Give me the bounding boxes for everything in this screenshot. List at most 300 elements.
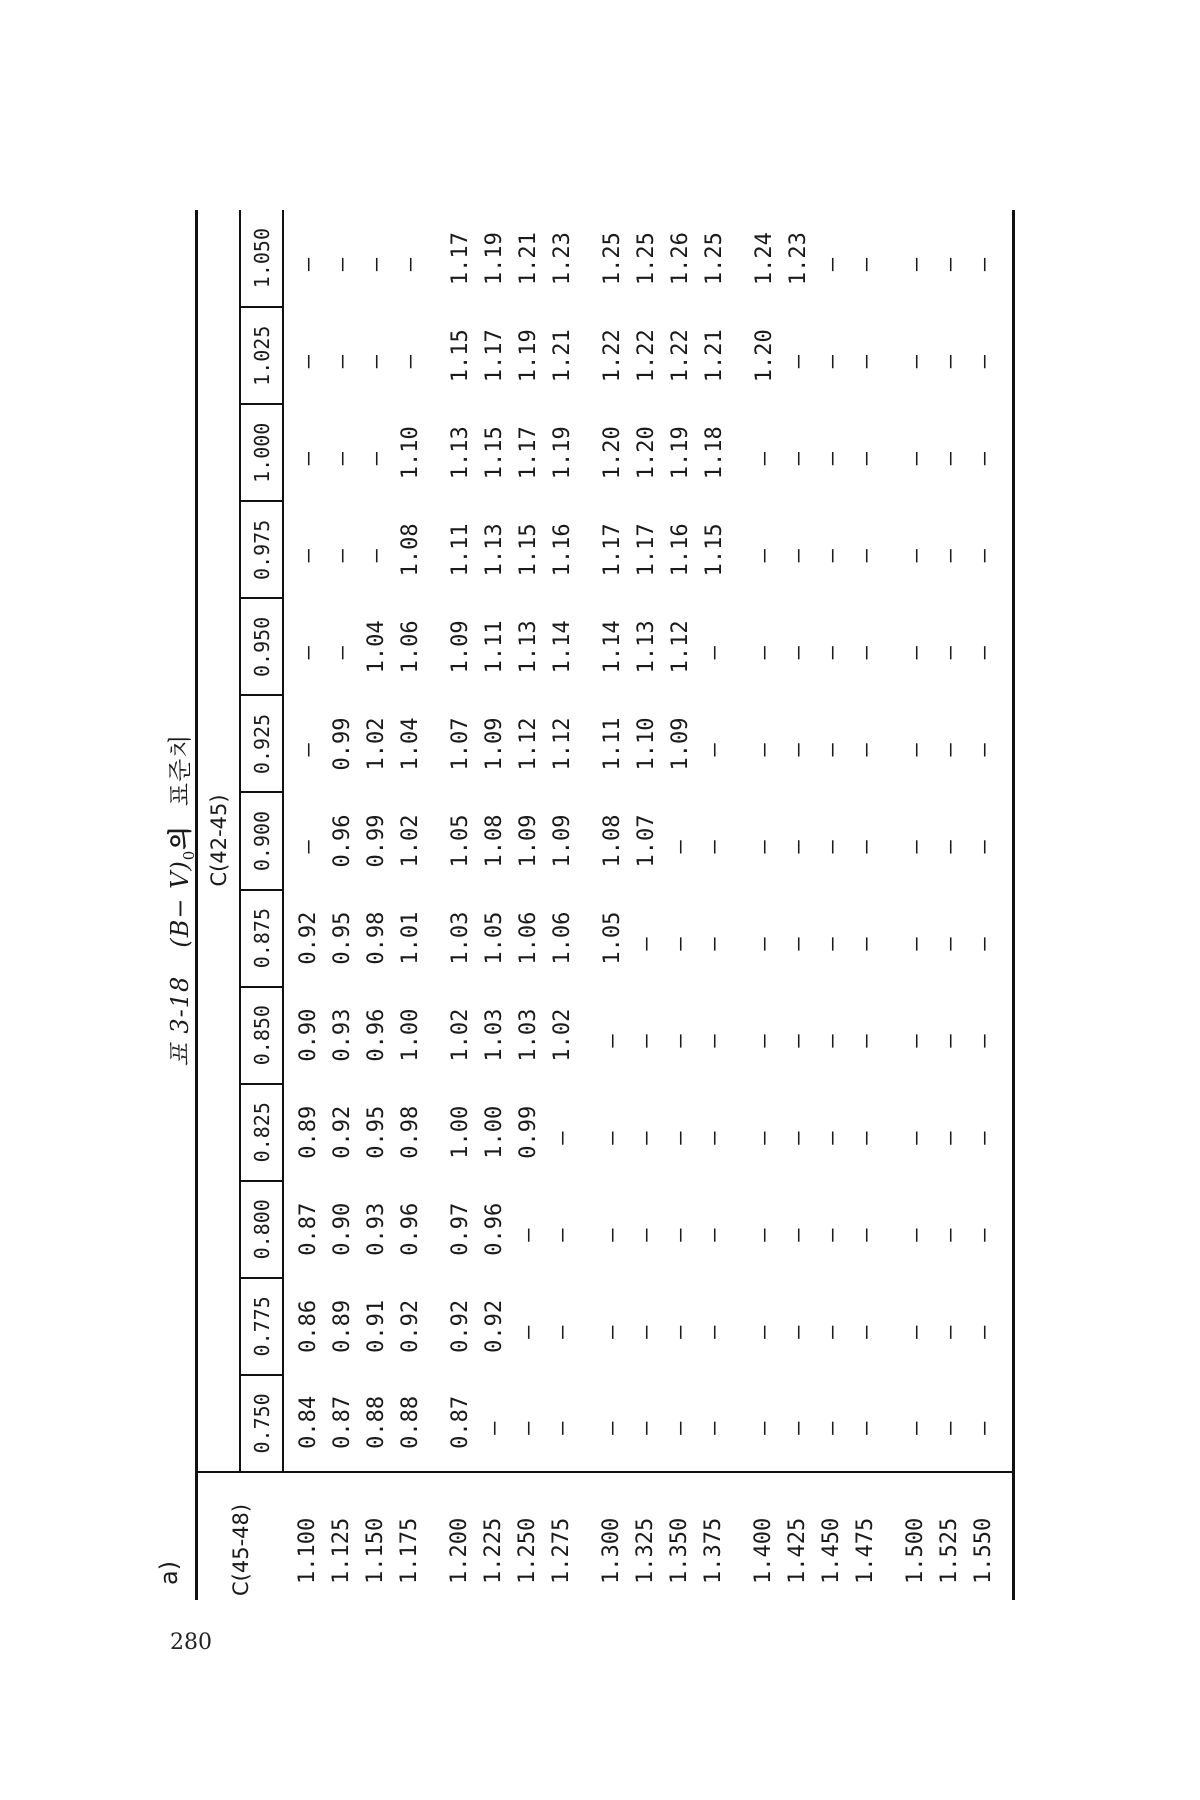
row-label: 1.125 xyxy=(329,1517,354,1584)
table-cell: 1.09 xyxy=(482,717,507,771)
table-cell: — xyxy=(904,549,929,563)
table-cell: — xyxy=(904,1228,929,1242)
table-cell: 0.88 xyxy=(364,1395,389,1449)
table-cell: 0.92 xyxy=(330,1105,355,1159)
table-cell: — xyxy=(972,257,997,272)
table-cell: 1.17 xyxy=(516,426,541,480)
table-cell: 1.24 xyxy=(752,232,777,286)
color-index-subscript: 0 xyxy=(179,849,198,861)
row-label: 1.175 xyxy=(397,1517,422,1584)
table-cell: — xyxy=(550,1421,575,1435)
column-header: 0.775 xyxy=(240,1278,283,1375)
table-cell: — xyxy=(854,1131,879,1145)
table-cell: — xyxy=(786,646,811,660)
table-cell: — xyxy=(820,840,845,854)
value-column-cell xyxy=(283,404,1014,501)
table-cell: — xyxy=(398,257,423,272)
table-cell: — xyxy=(854,549,879,563)
table-cell: 1.23 xyxy=(786,232,811,286)
table-cell: 1.08 xyxy=(398,523,423,577)
table-cell: — xyxy=(330,646,355,660)
table-cell: — xyxy=(702,840,727,854)
table-cell: — xyxy=(820,646,845,660)
table-cell: — xyxy=(786,1131,811,1145)
part-label: a) xyxy=(155,1560,183,1585)
table-cell: — xyxy=(854,1325,879,1339)
table-cell: 1.09 xyxy=(550,814,575,868)
table-cell: 1.09 xyxy=(668,717,693,771)
table-cell: — xyxy=(938,743,963,757)
table-cell: — xyxy=(938,1421,963,1435)
row-label: 1.550 xyxy=(971,1517,996,1584)
table-cell: 1.11 xyxy=(600,717,625,771)
table-cell: — xyxy=(972,354,997,369)
value-column-cell xyxy=(283,598,1014,695)
table-cell: — xyxy=(854,1228,879,1242)
table-cell: — xyxy=(820,1228,845,1242)
table-cell: — xyxy=(938,1325,963,1339)
table-cell: — xyxy=(752,1228,777,1242)
table-cell: — xyxy=(904,743,929,757)
table-cell: — xyxy=(702,1034,727,1048)
table-cell: — xyxy=(820,743,845,757)
row-label: 1.425 xyxy=(785,1517,810,1584)
table-cell: 1.09 xyxy=(516,814,541,868)
table-cell: 0.98 xyxy=(398,1105,423,1159)
table-cell: 1.06 xyxy=(516,911,541,965)
table-cell: 1.07 xyxy=(448,717,473,771)
value-column-cell xyxy=(283,1375,1014,1472)
table-cell: 0.86 xyxy=(296,1299,321,1353)
table-cell: — xyxy=(634,1034,659,1048)
table-cell: — xyxy=(904,1131,929,1145)
table-cell: — xyxy=(702,1325,727,1339)
table-cell: — xyxy=(330,549,355,563)
table-cell: — xyxy=(702,1131,727,1145)
table-cell: — xyxy=(600,1421,625,1435)
table-cell: 0.93 xyxy=(364,1202,389,1256)
table-cell: — xyxy=(668,1131,693,1145)
column-header: 1.000 xyxy=(240,404,283,501)
table-cell: — xyxy=(702,937,727,951)
table-cell: 1.05 xyxy=(482,911,507,965)
table-cell: 1.25 xyxy=(634,232,659,286)
table-cell: 1.21 xyxy=(550,329,575,383)
row-label: 1.500 xyxy=(903,1517,928,1584)
table-cell: — xyxy=(786,549,811,563)
table-cell: 1.12 xyxy=(516,717,541,771)
table-cell: 1.01 xyxy=(398,911,423,965)
table-cell: 1.21 xyxy=(702,329,727,383)
table-cell: 0.90 xyxy=(296,1008,321,1062)
column-header: 0.875 xyxy=(240,890,283,987)
table-cell: 1.02 xyxy=(364,717,389,771)
table-cell: — xyxy=(972,1228,997,1242)
table-cell: — xyxy=(296,549,321,563)
value-column-cell xyxy=(283,210,1014,307)
table-cell: 1.25 xyxy=(702,232,727,286)
table-cell: — xyxy=(904,257,929,272)
value-column-cell xyxy=(283,695,1014,792)
table-cell: — xyxy=(972,1034,997,1048)
row-label: 1.450 xyxy=(819,1517,844,1584)
column-header: 0.850 xyxy=(240,987,283,1084)
table-cell: 1.26 xyxy=(668,232,693,286)
table-cell: 1.09 xyxy=(448,620,473,674)
table-cell: — xyxy=(904,1034,929,1048)
title-standard: 표준치 xyxy=(166,733,194,807)
table-cell: — xyxy=(364,354,389,369)
table-cell: — xyxy=(296,840,321,854)
column-header: 0.900 xyxy=(240,792,283,889)
table-cell: — xyxy=(904,1421,929,1435)
table-cell: — xyxy=(854,1034,879,1048)
table-cell: — xyxy=(668,1034,693,1048)
value-column-cell xyxy=(283,1278,1014,1375)
table-cell: — xyxy=(854,452,879,466)
table-cell: 1.13 xyxy=(448,426,473,480)
table-cell: — xyxy=(550,1131,575,1145)
table-cell: 1.02 xyxy=(550,1008,575,1062)
table-cell: — xyxy=(296,354,321,369)
table-cell: 1.02 xyxy=(448,1008,473,1062)
table-cell: — xyxy=(296,257,321,272)
row-label: 1.275 xyxy=(549,1517,574,1584)
table-cell: 0.89 xyxy=(296,1105,321,1159)
table-cell: — xyxy=(820,452,845,466)
table-cell: — xyxy=(786,1228,811,1242)
table-cell: 1.06 xyxy=(550,911,575,965)
table-cell: — xyxy=(854,840,879,854)
table-cell: 1.13 xyxy=(516,620,541,674)
table-cell: — xyxy=(786,743,811,757)
table-cell: — xyxy=(668,1228,693,1242)
table-cell: — xyxy=(972,840,997,854)
table-cell: 1.15 xyxy=(482,426,507,480)
table-cell: 1.05 xyxy=(600,911,625,965)
table-cell: — xyxy=(330,452,355,466)
table-cell: 1.00 xyxy=(482,1105,507,1159)
table-cell: — xyxy=(938,1228,963,1242)
table-cell: — xyxy=(820,257,845,272)
table-cell: 0.99 xyxy=(516,1105,541,1159)
table-cell: 1.04 xyxy=(364,620,389,674)
color-index-label: $(B- V)_0$ xyxy=(166,849,198,948)
table-cell: 1.08 xyxy=(600,814,625,868)
table-cell: — xyxy=(752,840,777,854)
table-cell: — xyxy=(820,1325,845,1339)
table-cell: — xyxy=(820,937,845,951)
table-cell: 0.88 xyxy=(398,1395,423,1449)
table-cell: 1.17 xyxy=(482,329,507,383)
row-label: 1.350 xyxy=(667,1517,692,1584)
table-cell: 0.89 xyxy=(330,1299,355,1353)
table-cell: — xyxy=(600,1034,625,1048)
table-cell: — xyxy=(752,937,777,951)
table-cell: — xyxy=(364,452,389,466)
table-cell: — xyxy=(786,840,811,854)
table-cell: — xyxy=(820,1421,845,1435)
table-cell: — xyxy=(854,257,879,272)
table-cell: — xyxy=(550,1228,575,1242)
table-cell: — xyxy=(752,1034,777,1048)
table-cell: 1.08 xyxy=(482,814,507,868)
table-cell: 1.20 xyxy=(600,426,625,480)
value-column-cell xyxy=(283,792,1014,889)
table-cell: 1.13 xyxy=(482,523,507,577)
table-cell: 1.00 xyxy=(448,1105,473,1159)
table-cell: 1.10 xyxy=(398,426,423,480)
table-cell: — xyxy=(398,354,423,369)
table-cell: 1.05 xyxy=(448,814,473,868)
table-cell: — xyxy=(854,646,879,660)
table-cell: 0.96 xyxy=(364,1008,389,1062)
table-cell: 1.04 xyxy=(398,717,423,771)
table-cell: — xyxy=(752,452,777,466)
table-cell: — xyxy=(854,354,879,369)
table-cell: 0.87 xyxy=(448,1395,473,1449)
table-cell: 1.10 xyxy=(634,717,659,771)
table-cell: 1.03 xyxy=(516,1008,541,1062)
table-cell: — xyxy=(786,1325,811,1339)
value-column-cell xyxy=(283,1181,1014,1278)
table-cell: — xyxy=(938,1034,963,1048)
table-cell: 0.92 xyxy=(296,911,321,965)
table-cell: — xyxy=(938,840,963,854)
table-cell: 1.19 xyxy=(516,329,541,383)
table-cell: — xyxy=(972,937,997,951)
row-labels-cell xyxy=(283,1472,1014,1600)
table-cell: — xyxy=(296,452,321,466)
table-cell: 1.19 xyxy=(482,232,507,286)
table-cell: — xyxy=(904,840,929,854)
table-cell: — xyxy=(854,937,879,951)
column-header: 0.950 xyxy=(240,598,283,695)
row-group-label: C(45-48) xyxy=(197,1472,284,1600)
table-cell: 1.19 xyxy=(668,426,693,480)
table-cell: 1.11 xyxy=(482,620,507,674)
table-cell: 1.02 xyxy=(398,814,423,868)
table-cell: — xyxy=(668,1421,693,1435)
table-cell: — xyxy=(904,1325,929,1339)
page-number: 280 xyxy=(170,1630,212,1655)
table-cell: — xyxy=(972,646,997,660)
table-cell: — xyxy=(972,1421,997,1435)
table-cell: — xyxy=(938,646,963,660)
table-cell: 0.90 xyxy=(330,1202,355,1256)
table-cell: — xyxy=(938,354,963,369)
table-cell: — xyxy=(786,937,811,951)
table-cell: — xyxy=(752,549,777,563)
column-header: 0.925 xyxy=(240,695,283,792)
table-cell: — xyxy=(820,1034,845,1048)
table-cell: — xyxy=(752,646,777,660)
table-cell: — xyxy=(516,1228,541,1242)
value-column-cell xyxy=(283,890,1014,987)
table-cell: — xyxy=(550,1325,575,1339)
table-cell: — xyxy=(786,452,811,466)
table-cell: 1.03 xyxy=(448,911,473,965)
value-column-cell xyxy=(283,307,1014,404)
table-cell: 1.21 xyxy=(516,232,541,286)
table-cell: 0.84 xyxy=(296,1395,321,1449)
row-label: 1.475 xyxy=(853,1517,878,1584)
table-cell: 0.99 xyxy=(330,717,355,771)
table-cell: 1.15 xyxy=(702,523,727,577)
row-label: 1.325 xyxy=(633,1517,658,1584)
table-cell: — xyxy=(634,1421,659,1435)
table-cell: — xyxy=(972,549,997,563)
table-cell: 1.16 xyxy=(550,523,575,577)
table-cell: — xyxy=(752,1421,777,1435)
table-cell: 1.11 xyxy=(448,523,473,577)
table-cell: — xyxy=(364,257,389,272)
table-cell: — xyxy=(820,354,845,369)
table-cell: — xyxy=(600,1228,625,1242)
table-cell: 0.92 xyxy=(482,1299,507,1353)
table-cell: — xyxy=(938,1131,963,1145)
table-cell: — xyxy=(938,937,963,951)
table-cell: — xyxy=(904,646,929,660)
column-header: 0.750 xyxy=(240,1375,283,1472)
table-cell: 1.18 xyxy=(702,426,727,480)
table-cell: 1.25 xyxy=(600,232,625,286)
table-cell: — xyxy=(702,1228,727,1242)
table-cell: 1.23 xyxy=(550,232,575,286)
table-cell: 0.95 xyxy=(330,911,355,965)
table-cell: 0.92 xyxy=(448,1299,473,1353)
table-cell: — xyxy=(634,1228,659,1242)
table-cell: — xyxy=(972,452,997,466)
table-cell: — xyxy=(904,452,929,466)
table-cell: 1.17 xyxy=(600,523,625,577)
table-cell: 1.03 xyxy=(482,1008,507,1062)
table-cell: 1.22 xyxy=(634,329,659,383)
table-cell: — xyxy=(938,452,963,466)
table-cell: 1.17 xyxy=(634,523,659,577)
table-cell: — xyxy=(786,1421,811,1435)
table-cell: — xyxy=(702,1421,727,1435)
table-cell: 1.15 xyxy=(448,329,473,383)
table-cell: — xyxy=(330,257,355,272)
table-cell: — xyxy=(634,1325,659,1339)
table-cell: 1.19 xyxy=(550,426,575,480)
table-cell: 1.00 xyxy=(398,1008,423,1062)
table-cell: 0.96 xyxy=(482,1202,507,1256)
table-cell: 1.12 xyxy=(668,620,693,674)
table-cell: — xyxy=(904,354,929,369)
table-cell: — xyxy=(972,743,997,757)
table-cell: 1.20 xyxy=(634,426,659,480)
table-cell: — xyxy=(972,1131,997,1145)
row-label: 1.300 xyxy=(599,1517,624,1584)
table-cell: — xyxy=(600,1131,625,1145)
table-cell: — xyxy=(972,1325,997,1339)
table-cell: — xyxy=(364,549,389,563)
table-cell: 0.87 xyxy=(296,1202,321,1256)
table-cell: 0.99 xyxy=(364,814,389,868)
row-label: 1.100 xyxy=(295,1517,320,1584)
table-cell: — xyxy=(516,1325,541,1339)
row-label: 1.250 xyxy=(515,1517,540,1584)
row-label: 1.225 xyxy=(481,1517,506,1584)
table-cell: — xyxy=(938,257,963,272)
table-cell: — xyxy=(820,1131,845,1145)
title-particle: 의 xyxy=(165,825,194,850)
table-cell: — xyxy=(330,354,355,369)
table-cell: — xyxy=(854,743,879,757)
value-column-cell xyxy=(283,501,1014,598)
table-cell: — xyxy=(904,937,929,951)
table-cell: — xyxy=(600,1325,625,1339)
value-column-cell xyxy=(283,987,1014,1084)
column-header: 0.825 xyxy=(240,1084,283,1181)
table-cell: — xyxy=(634,1131,659,1145)
table-cell: 0.98 xyxy=(364,911,389,965)
table-cell: — xyxy=(854,1421,879,1435)
table-cell: — xyxy=(668,840,693,854)
table-cell: — xyxy=(668,937,693,951)
table-cell: 1.15 xyxy=(516,523,541,577)
table-cell: — xyxy=(752,1131,777,1145)
table-cell: — xyxy=(786,1034,811,1048)
column-header: 1.025 xyxy=(240,307,283,404)
row-label: 1.525 xyxy=(937,1517,962,1584)
table-cell: — xyxy=(702,743,727,757)
table-index: 표 3-18 xyxy=(166,975,194,1067)
table-cell: 1.06 xyxy=(398,620,423,674)
table-cell: 0.93 xyxy=(330,1008,355,1062)
table-cell: — xyxy=(296,743,321,757)
table-title xyxy=(160,0,198,1800)
table-cell: 1.17 xyxy=(448,232,473,286)
table-cell: — xyxy=(296,646,321,660)
table-cell: — xyxy=(482,1421,507,1435)
column-header: 0.800 xyxy=(240,1181,283,1278)
table-cell: — xyxy=(820,549,845,563)
table-cell: — xyxy=(702,646,727,660)
table-cell: 0.87 xyxy=(330,1395,355,1449)
table-cell: 1.16 xyxy=(668,523,693,577)
table-cell: — xyxy=(634,937,659,951)
table-cell: 1.22 xyxy=(600,329,625,383)
table-cell: — xyxy=(668,1325,693,1339)
table-cell: 0.97 xyxy=(448,1202,473,1256)
table-cell: 1.14 xyxy=(600,620,625,674)
table-cell: 1.12 xyxy=(550,717,575,771)
table-cell: 0.92 xyxy=(398,1299,423,1353)
column-header: 0.975 xyxy=(240,501,283,598)
table-cell: 0.96 xyxy=(330,814,355,868)
table-cell: 1.13 xyxy=(634,620,659,674)
col-group-label: C(42-45) xyxy=(197,210,241,1472)
row-label: 1.375 xyxy=(701,1517,726,1584)
table-cell: 0.96 xyxy=(398,1202,423,1256)
table-cell: 1.20 xyxy=(752,329,777,383)
column-header: 1.050 xyxy=(240,210,283,307)
table-cell: 0.95 xyxy=(364,1105,389,1159)
row-label: 1.150 xyxy=(363,1517,388,1584)
table-cell: — xyxy=(938,549,963,563)
table-cell: — xyxy=(786,354,811,369)
table-cell: — xyxy=(752,743,777,757)
table-cell: 1.22 xyxy=(668,329,693,383)
table-cell: 1.14 xyxy=(550,620,575,674)
table-cell: 1.07 xyxy=(634,814,659,868)
table-body xyxy=(283,210,1014,1600)
row-label: 1.200 xyxy=(447,1517,472,1584)
table-cell: — xyxy=(516,1421,541,1435)
